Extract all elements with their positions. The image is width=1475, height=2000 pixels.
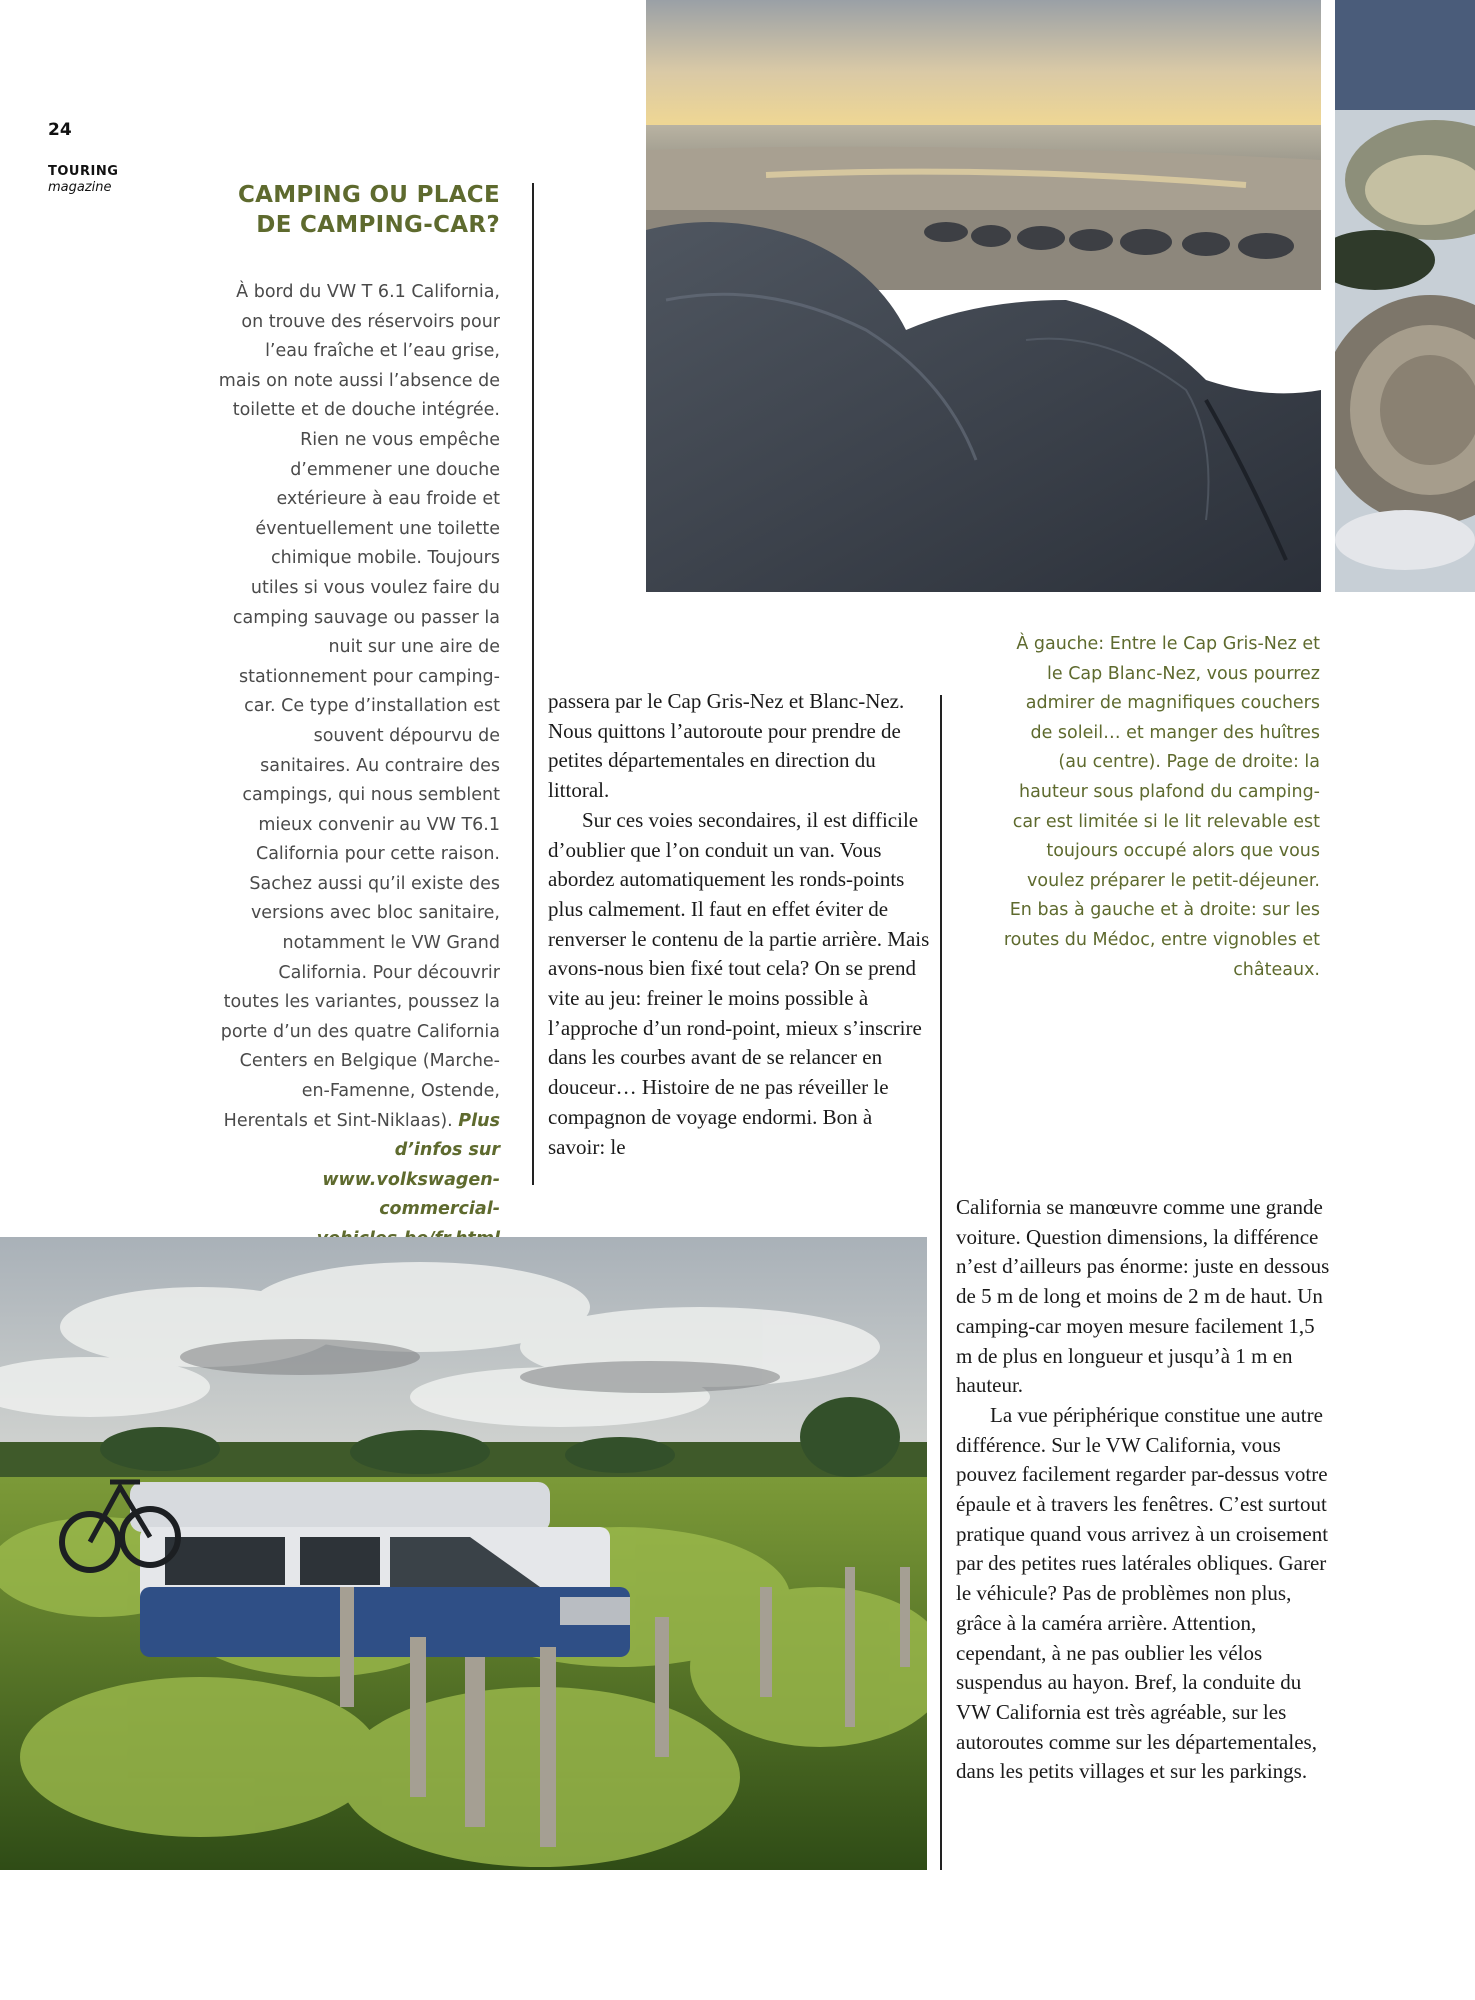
sidebar-title: CAMPING OU PLACE DE CAMPING-CAR?	[237, 182, 500, 238]
article-column-1	[548, 687, 933, 1162]
sidebar-more-info: Plus d’infos sur www.volkswagen-commercial-	[322, 1110, 500, 1220]
brand-subtitle: magazine	[48, 180, 112, 195]
article-paragraph: Sur ces voies secondaires, il est difficile d’oublier que l’on conduit un van. Vous abordez automatiquement les ronds-points plus calmement. Il faut en effet éviter de renverser le contenu de la partie arrière. Mais avons-nous bien fixé tout cela? On se prend vite au jeu: freiner le moins possible à l’approche d’un rond-point, mieux s’inscrire dans les courbes avant de se relancer en douceur… Histoire de ne pas réveiller le compagnon de voyage endormi. Bon à savoir: le	[548, 807, 930, 1159]
page-number: 24	[48, 120, 72, 140]
sidebar-text	[218, 278, 500, 1255]
photo-coast-sunset	[646, 0, 1321, 592]
article-paragraph: passera par le Cap Gris-Nez et Blanc-Nez. Nous quittons l’autoroute pour prendre de petites départementales en direction du littoral.	[548, 689, 905, 803]
article-paragraph: California se manœuvre comme une grande voiture. Question dimensions, la différence n’est d’ailleurs pas énorme: juste en dessous de 5 m de long et moins de 2 m de haut. Un camping-car moyen mesure facilement 1,5 m de plus en longueur et jusqu’à 1 m en hauteur.	[956, 1195, 1330, 1398]
magazine-brand	[48, 164, 118, 196]
sidebar-box	[218, 180, 500, 1255]
photo-caption: À gauche: Entre le Cap Gris-Nez et le Cap Blanc-Nez, vous pourrez admirer de magnifiques couchers de soleil… et manger des huîtres (au centre). Page de droite: la hauteur sous plafond du camping-car est limitée si le lit relevable est toujours occupé alors que vous voulez préparer le petit-déjeuner. En bas à gauche et à droite: sur les routes du Médoc, entre vignobles et châteaux.	[1003, 634, 1320, 980]
sidebar-divider	[532, 183, 534, 1185]
photo-oysters	[1335, 0, 1475, 592]
photo-vineyard-van	[0, 1237, 927, 1870]
article-column-2	[956, 1193, 1336, 1787]
article-paragraph: La vue périphérique constitue une autre différence. Sur le VW California, vous pouvez facilement regarder par-dessus votre épaule et à travers les fenêtres. C’est surtout pratique quand vous arrivez à un croisement par des petites rues latérales obliques. Garer le véhicule? Pas de problèmes non plus, grâce à la caméra arrière. Attention, cependant, à ne pas oublier les vélos suspendus au hayon. Bref, la conduite du VW California est très agréable, sur les autoroutes comme sur les départementales, dans les petits villages et sur les parkings.	[956, 1402, 1329, 1784]
brand-name: TOURING	[48, 164, 119, 179]
column-divider	[940, 695, 942, 1870]
sidebar-body: À bord du VW T 6.1 California, on trouve des réservoirs pour l’eau fraîche et l’eau grise, mais on note aussi l’absence de toilette et de douche intégrée. Rien ne vous empêche d’emmener une douche extérieure à eau froide et éventuellement une toilette chimique mobile. Toujours utiles si vous voulez faire du camping sauvage ou passer la nuit sur une aire de stationnement pour camping-car. Ce type d’installation est souvent dépourvu de sanitaires. Au contraire des campings, qui nous semblent mieux convenir au VW T6.1 California pour cette raison. Sachez aussi qu’il existe des versions avec bloc sanitaire, notamment le VW Grand California. Pour découvrir toutes les variantes, poussez la porte d’un des quatre California Centers en Belgique (Marche-en-Famenne, Ostende, Herentals et Sint-Niklaas).	[218, 282, 500, 1131]
